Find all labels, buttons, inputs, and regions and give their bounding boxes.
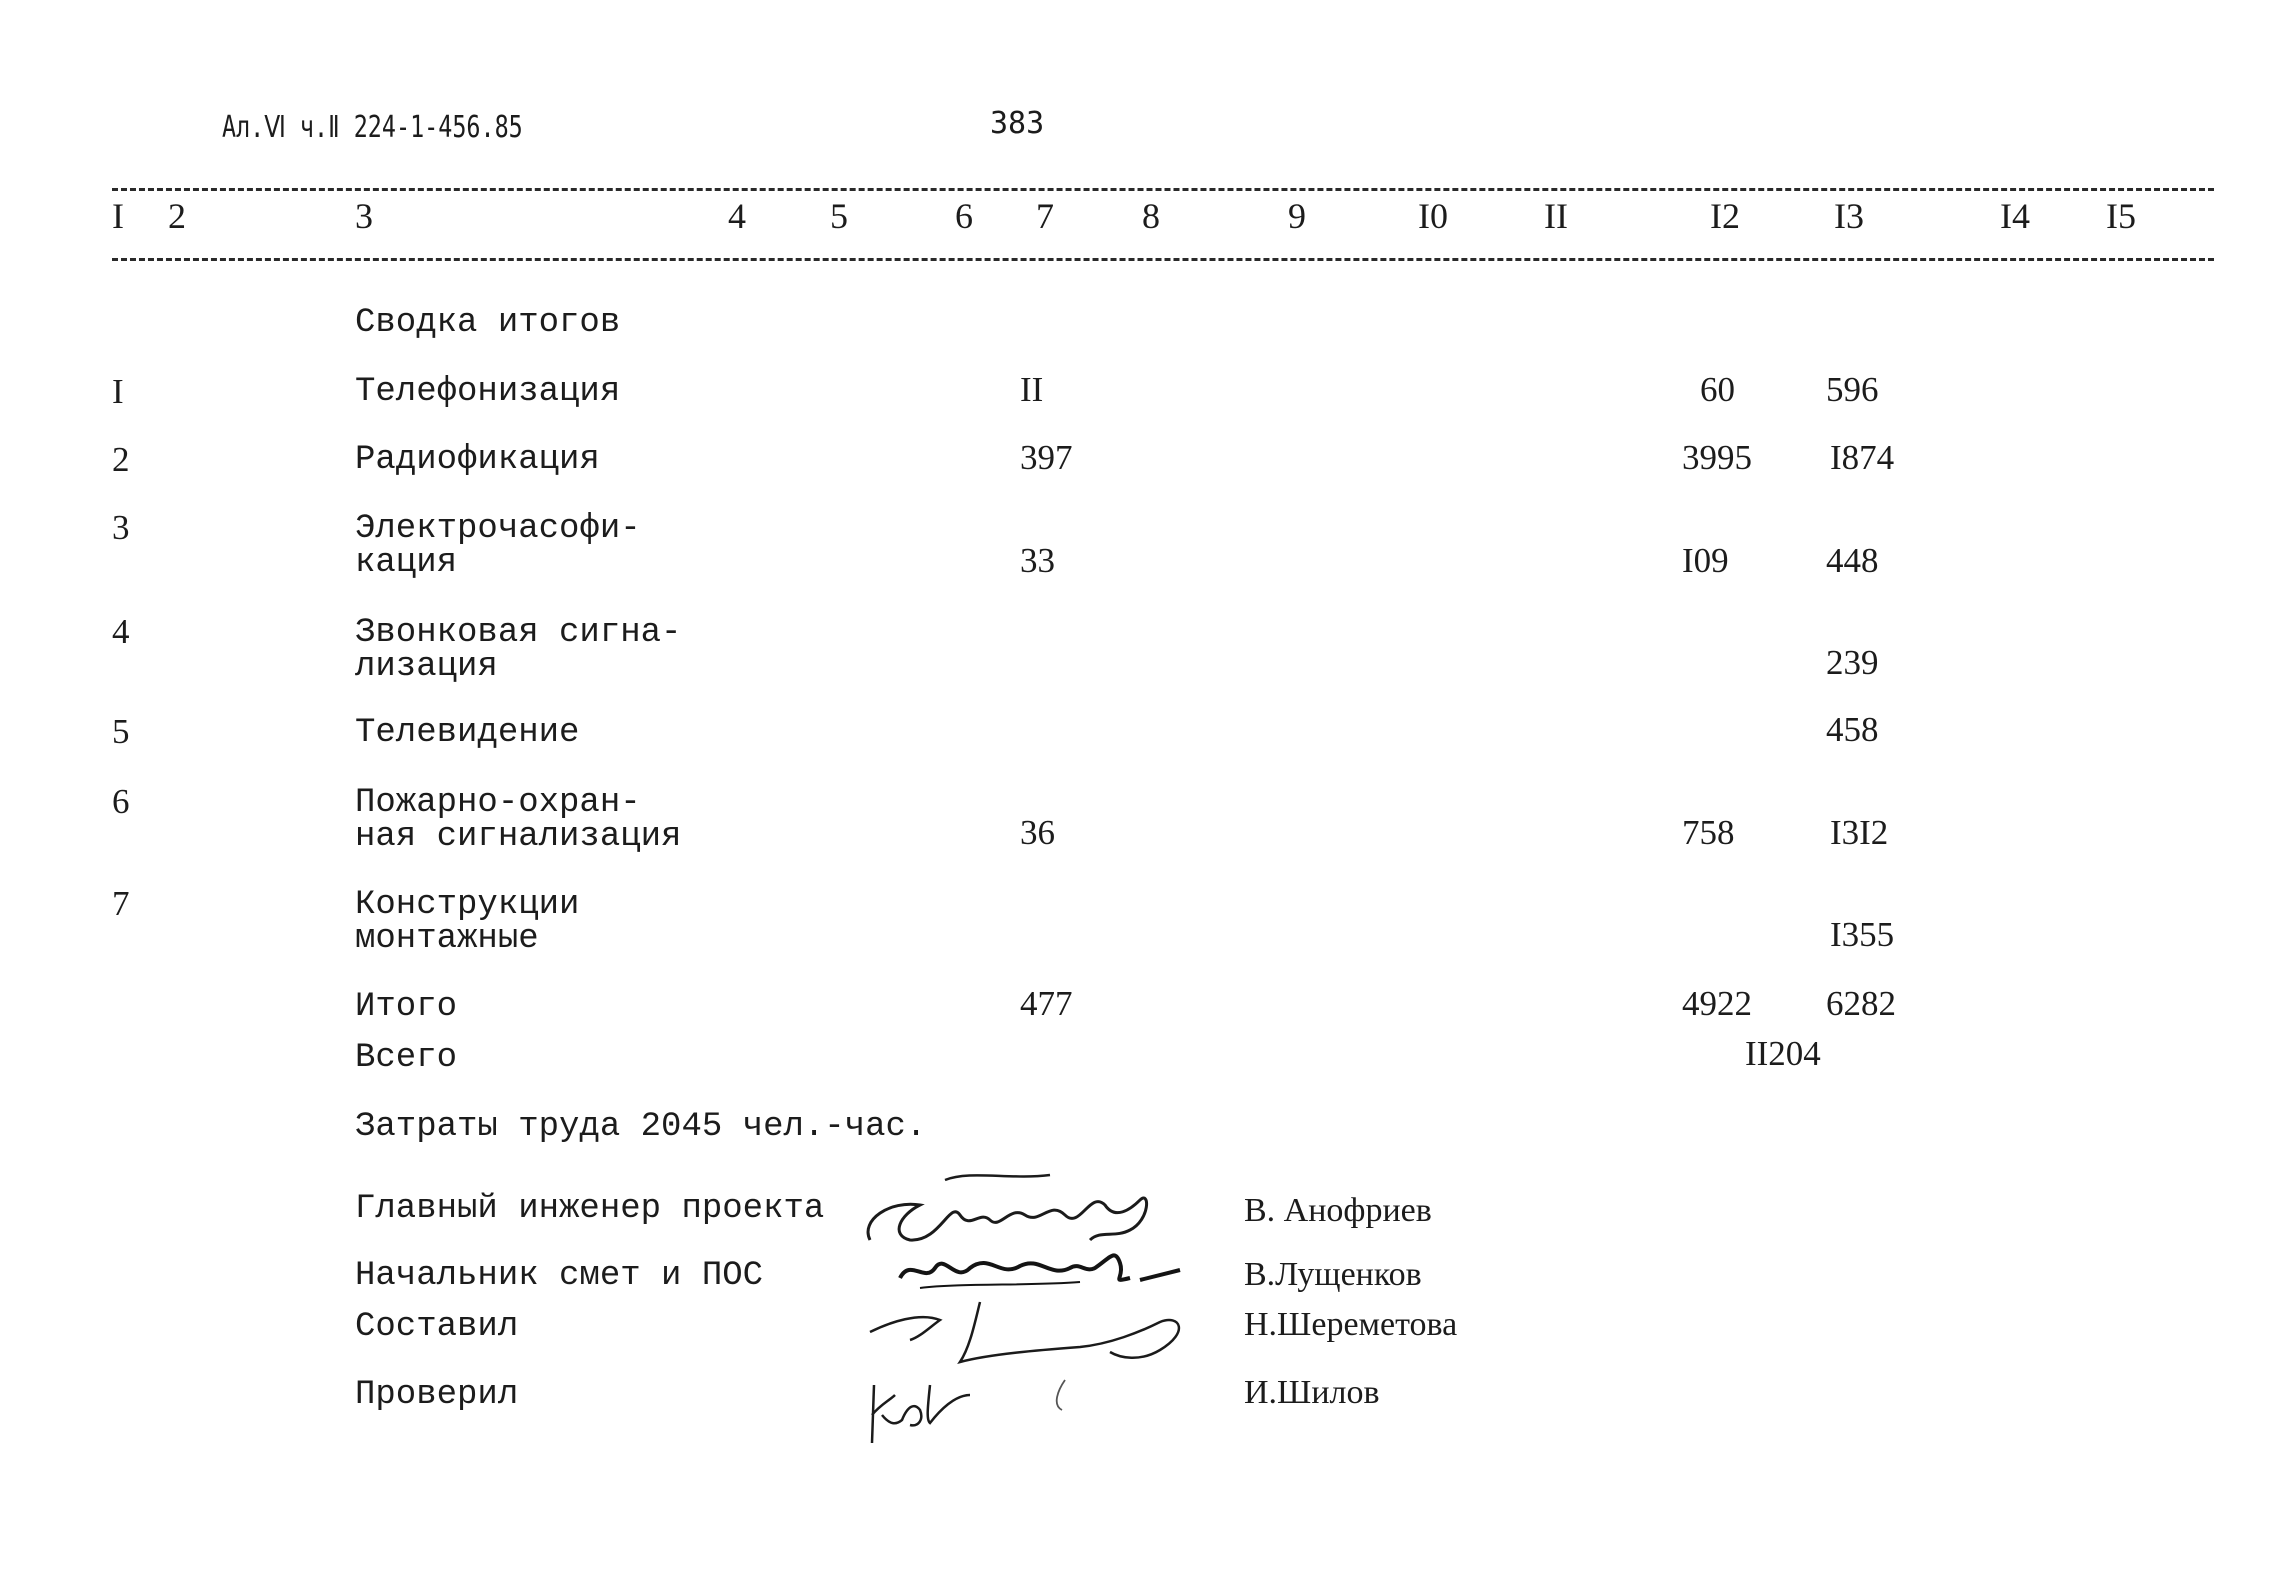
- row-index: 5: [112, 712, 130, 751]
- column-number-14: I4: [2000, 196, 2030, 236]
- signature-role: Главный инженер проекта: [355, 1190, 825, 1228]
- total-value: II204: [1745, 1034, 1821, 1073]
- column-number-7: 7: [1036, 196, 1054, 236]
- row-col7: 397: [1020, 438, 1073, 477]
- column-number-12: I2: [1710, 196, 1740, 236]
- row-col7: 36: [1020, 813, 1055, 852]
- handwritten-signature-3: [860, 1292, 1240, 1372]
- row-name: Телевидение: [355, 714, 580, 752]
- row-col13: 239: [1826, 643, 1879, 682]
- row-col13: 448: [1826, 541, 1879, 580]
- column-number-10: I0: [1418, 196, 1448, 236]
- subtotal-label: Итого: [355, 988, 458, 1026]
- row-name-line-1: Звонковая сигна-: [355, 614, 682, 652]
- total-label: Всего: [355, 1039, 458, 1077]
- labor-costs: Затраты труда 2045 чел.-час.: [355, 1108, 927, 1146]
- subtotal-col12: 4922: [1682, 984, 1752, 1023]
- row-name-line-2: монтажные: [355, 920, 539, 958]
- row-name: Телефонизация: [355, 373, 621, 411]
- row-col12: 60: [1700, 370, 1735, 409]
- column-number-2: 2: [168, 196, 186, 236]
- row-col13: I3I2: [1830, 813, 1889, 852]
- signature-role: Проверил: [355, 1376, 519, 1414]
- column-number-4: 4: [728, 196, 746, 236]
- section-title: Сводка итогов: [355, 304, 621, 342]
- column-number-13: I3: [1834, 196, 1864, 236]
- row-col12: 3995: [1682, 438, 1752, 477]
- row-index: 6: [112, 782, 130, 821]
- row-name-line-1: Электрочасофи-: [355, 510, 641, 548]
- signature-name: В. Анофриев: [1244, 1192, 1432, 1229]
- bottom-dashed-rule: [112, 258, 2214, 261]
- row-index: 7: [112, 884, 130, 923]
- column-number-5: 5: [830, 196, 848, 236]
- row-col7: II: [1020, 370, 1044, 409]
- row-index: 3: [112, 508, 130, 547]
- document-code: Ал.Ⅵ ч.Ⅱ 224-1-456.85: [222, 110, 523, 145]
- row-col12: I09: [1682, 541, 1729, 580]
- subtotal-col7: 477: [1020, 984, 1073, 1023]
- row-col7: 33: [1020, 541, 1055, 580]
- handwritten-signature-4: [860, 1365, 1120, 1445]
- handwritten-signature-2: [880, 1238, 1220, 1298]
- column-number-15: I5: [2106, 196, 2136, 236]
- top-dashed-rule: [112, 188, 2214, 191]
- subtotal-col13: 6282: [1826, 984, 1896, 1023]
- signature-name: И.Шилов: [1244, 1374, 1380, 1411]
- column-number-3: 3: [355, 196, 373, 236]
- signature-name: В.Лущенков: [1244, 1256, 1422, 1293]
- column-number-8: 8: [1142, 196, 1160, 236]
- column-number-1: I: [112, 196, 124, 236]
- row-col12: 758: [1682, 813, 1735, 852]
- signature-role: Составил: [355, 1308, 519, 1346]
- page-number: 383: [990, 106, 1045, 141]
- row-col13: 458: [1826, 710, 1879, 749]
- row-col13: 596: [1826, 370, 1879, 409]
- row-col13: I355: [1830, 915, 1895, 954]
- column-number-6: 6: [955, 196, 973, 236]
- row-name-line-2: ная сигнализация: [355, 818, 682, 856]
- row-index: 4: [112, 612, 130, 651]
- row-name-line-1: Конструкции: [355, 886, 580, 924]
- row-name: Радиофикация: [355, 441, 600, 479]
- row-col13: I874: [1830, 438, 1895, 477]
- row-name-line-1: Пожарно-охран-: [355, 784, 641, 822]
- row-name-line-2: кация: [355, 544, 458, 582]
- row-index: 2: [112, 440, 130, 479]
- row-name-line-2: лизация: [355, 648, 498, 686]
- row-index: I: [112, 372, 124, 411]
- column-number-9: 9: [1288, 196, 1306, 236]
- signature-name: Н.Шереметова: [1244, 1306, 1458, 1343]
- signature-role: Начальник смет и ПОС: [355, 1257, 764, 1295]
- column-number-11: II: [1544, 196, 1568, 236]
